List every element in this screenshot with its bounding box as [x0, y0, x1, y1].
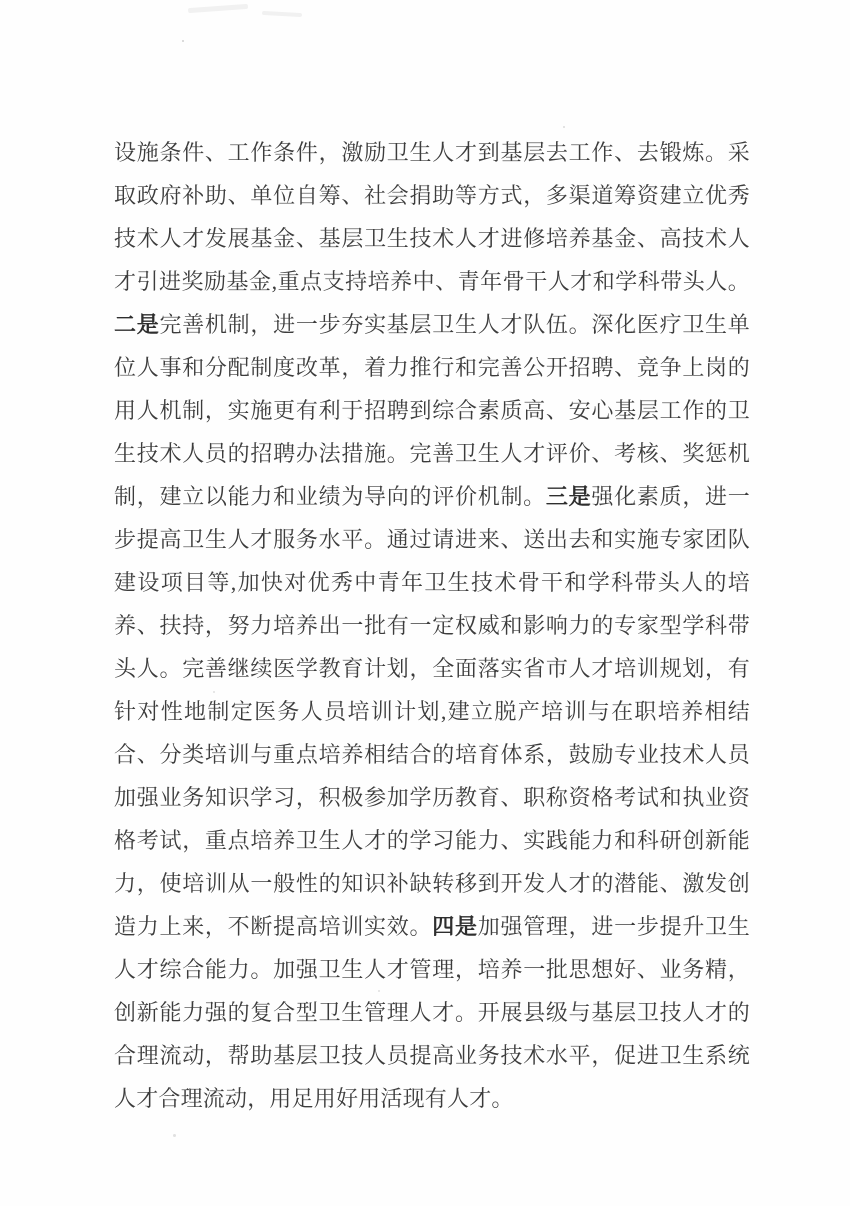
text-run: 生技术人员的招聘办法措施。完善卫生人才评价、考核、奖惩机 — [114, 441, 750, 466]
scan-smudge — [188, 4, 248, 13]
text-line — [114, 905, 750, 948]
text-line — [114, 346, 750, 389]
text-run: 强化素质，进一 — [591, 484, 750, 509]
text-line — [114, 1034, 750, 1077]
text-run: 造力上来，不断提高培训实效。 — [114, 914, 433, 939]
text-line — [114, 690, 750, 733]
text-line — [114, 776, 750, 819]
scan-smudge — [262, 11, 302, 17]
text-line — [114, 991, 750, 1034]
text-line — [114, 217, 750, 260]
text-line — [114, 561, 750, 604]
text-line — [114, 260, 750, 303]
text-run: 加强业务知识学习，积极参加学历教育、职称资格考试和执业资 — [114, 785, 750, 810]
text-line — [114, 862, 750, 905]
text-run: 格考试，重点培养卫生人才的学习能力、实践能力和科研创新能 — [114, 828, 750, 853]
text-line — [114, 604, 750, 647]
text-run: 合理流动，帮助基层卫技人员提高业务技术水平，促进卫生系统 — [114, 1043, 750, 1068]
text-run: 设施条件、工作条件，激励卫生人才到基层去工作、去锻炼。采 — [114, 140, 750, 165]
text-run: 步提高卫生人才服务水平。通过请进来、送出去和实施专家团队 — [114, 527, 750, 552]
text-run: 养、扶持，努力培养出一批有一定权威和影响力的专家型学科带 — [114, 613, 750, 638]
text-line — [114, 518, 750, 561]
text-run: 取政府补助、单位自筹、社会捐助等方式，多渠道筹资建立优秀 — [114, 183, 750, 208]
text-line — [114, 131, 750, 174]
emphasis-marker: 二是 — [114, 312, 160, 337]
scan-speck — [182, 40, 184, 42]
scan-speck — [173, 1134, 176, 1137]
text-run: 位人事和分配制度改革，着力推行和完善公开招聘、竞争上岗的 — [114, 355, 750, 380]
text-run: 创新能力强的复合型卫生管理人才。开展县级与基层卫技人才的 — [114, 1000, 750, 1025]
text-line — [114, 733, 750, 776]
emphasis-marker: 四是 — [432, 914, 478, 939]
text-run: 完善机制，进一步夯实基层卫生人才队伍。深化医疗卫生单 — [159, 312, 750, 337]
text-line — [114, 1077, 750, 1120]
text-line — [114, 948, 750, 991]
text-run: 人才合理流动，用足用好用活现有人才。 — [114, 1086, 514, 1111]
text-run: 合、分类培训与重点培养相结合的培育体系，鼓励专业技术人员 — [114, 742, 750, 767]
text-line — [114, 303, 750, 346]
text-run: 人才综合能力。加强卫生人才管理，培养一批思想好、业务精， — [114, 957, 750, 982]
text-line — [114, 389, 750, 432]
text-run: 建设项目等,加快对优秀中青年卫生技术骨干和学科带头人的培 — [114, 570, 750, 595]
scan-speck — [563, 126, 565, 128]
text-run: 加强管理，进一步提升卫生 — [477, 914, 750, 939]
text-run: 用人机制，实施更有利于招聘到综合素质高、安心基层工作的卫 — [114, 398, 750, 423]
text-run: 头人。完善继续医学教育计划，全面落实省市人才培训规划，有 — [114, 656, 750, 681]
document-body — [114, 131, 750, 1120]
text-run: 才引进奖励基金,重点支持培养中、青年骨干人才和学科带头人。 — [114, 269, 750, 294]
text-run: 制，建立以能力和业绩为导向的评价机制。 — [114, 484, 546, 509]
text-line — [114, 647, 750, 690]
text-run: 技术人才发展基金、基层卫生技术人才进修培养基金、高技术人 — [114, 226, 750, 251]
text-line — [114, 819, 750, 862]
text-line — [114, 432, 750, 475]
text-run: 力，使培训从一般性的知识补缺转移到开发人才的潜能、激发创 — [114, 871, 750, 896]
text-run: 针对性地制定医务人员培训计划,建立脱产培训与在职培养相结 — [114, 699, 750, 724]
text-line — [114, 475, 750, 518]
text-line — [114, 174, 750, 217]
emphasis-marker: 三是 — [545, 484, 592, 509]
